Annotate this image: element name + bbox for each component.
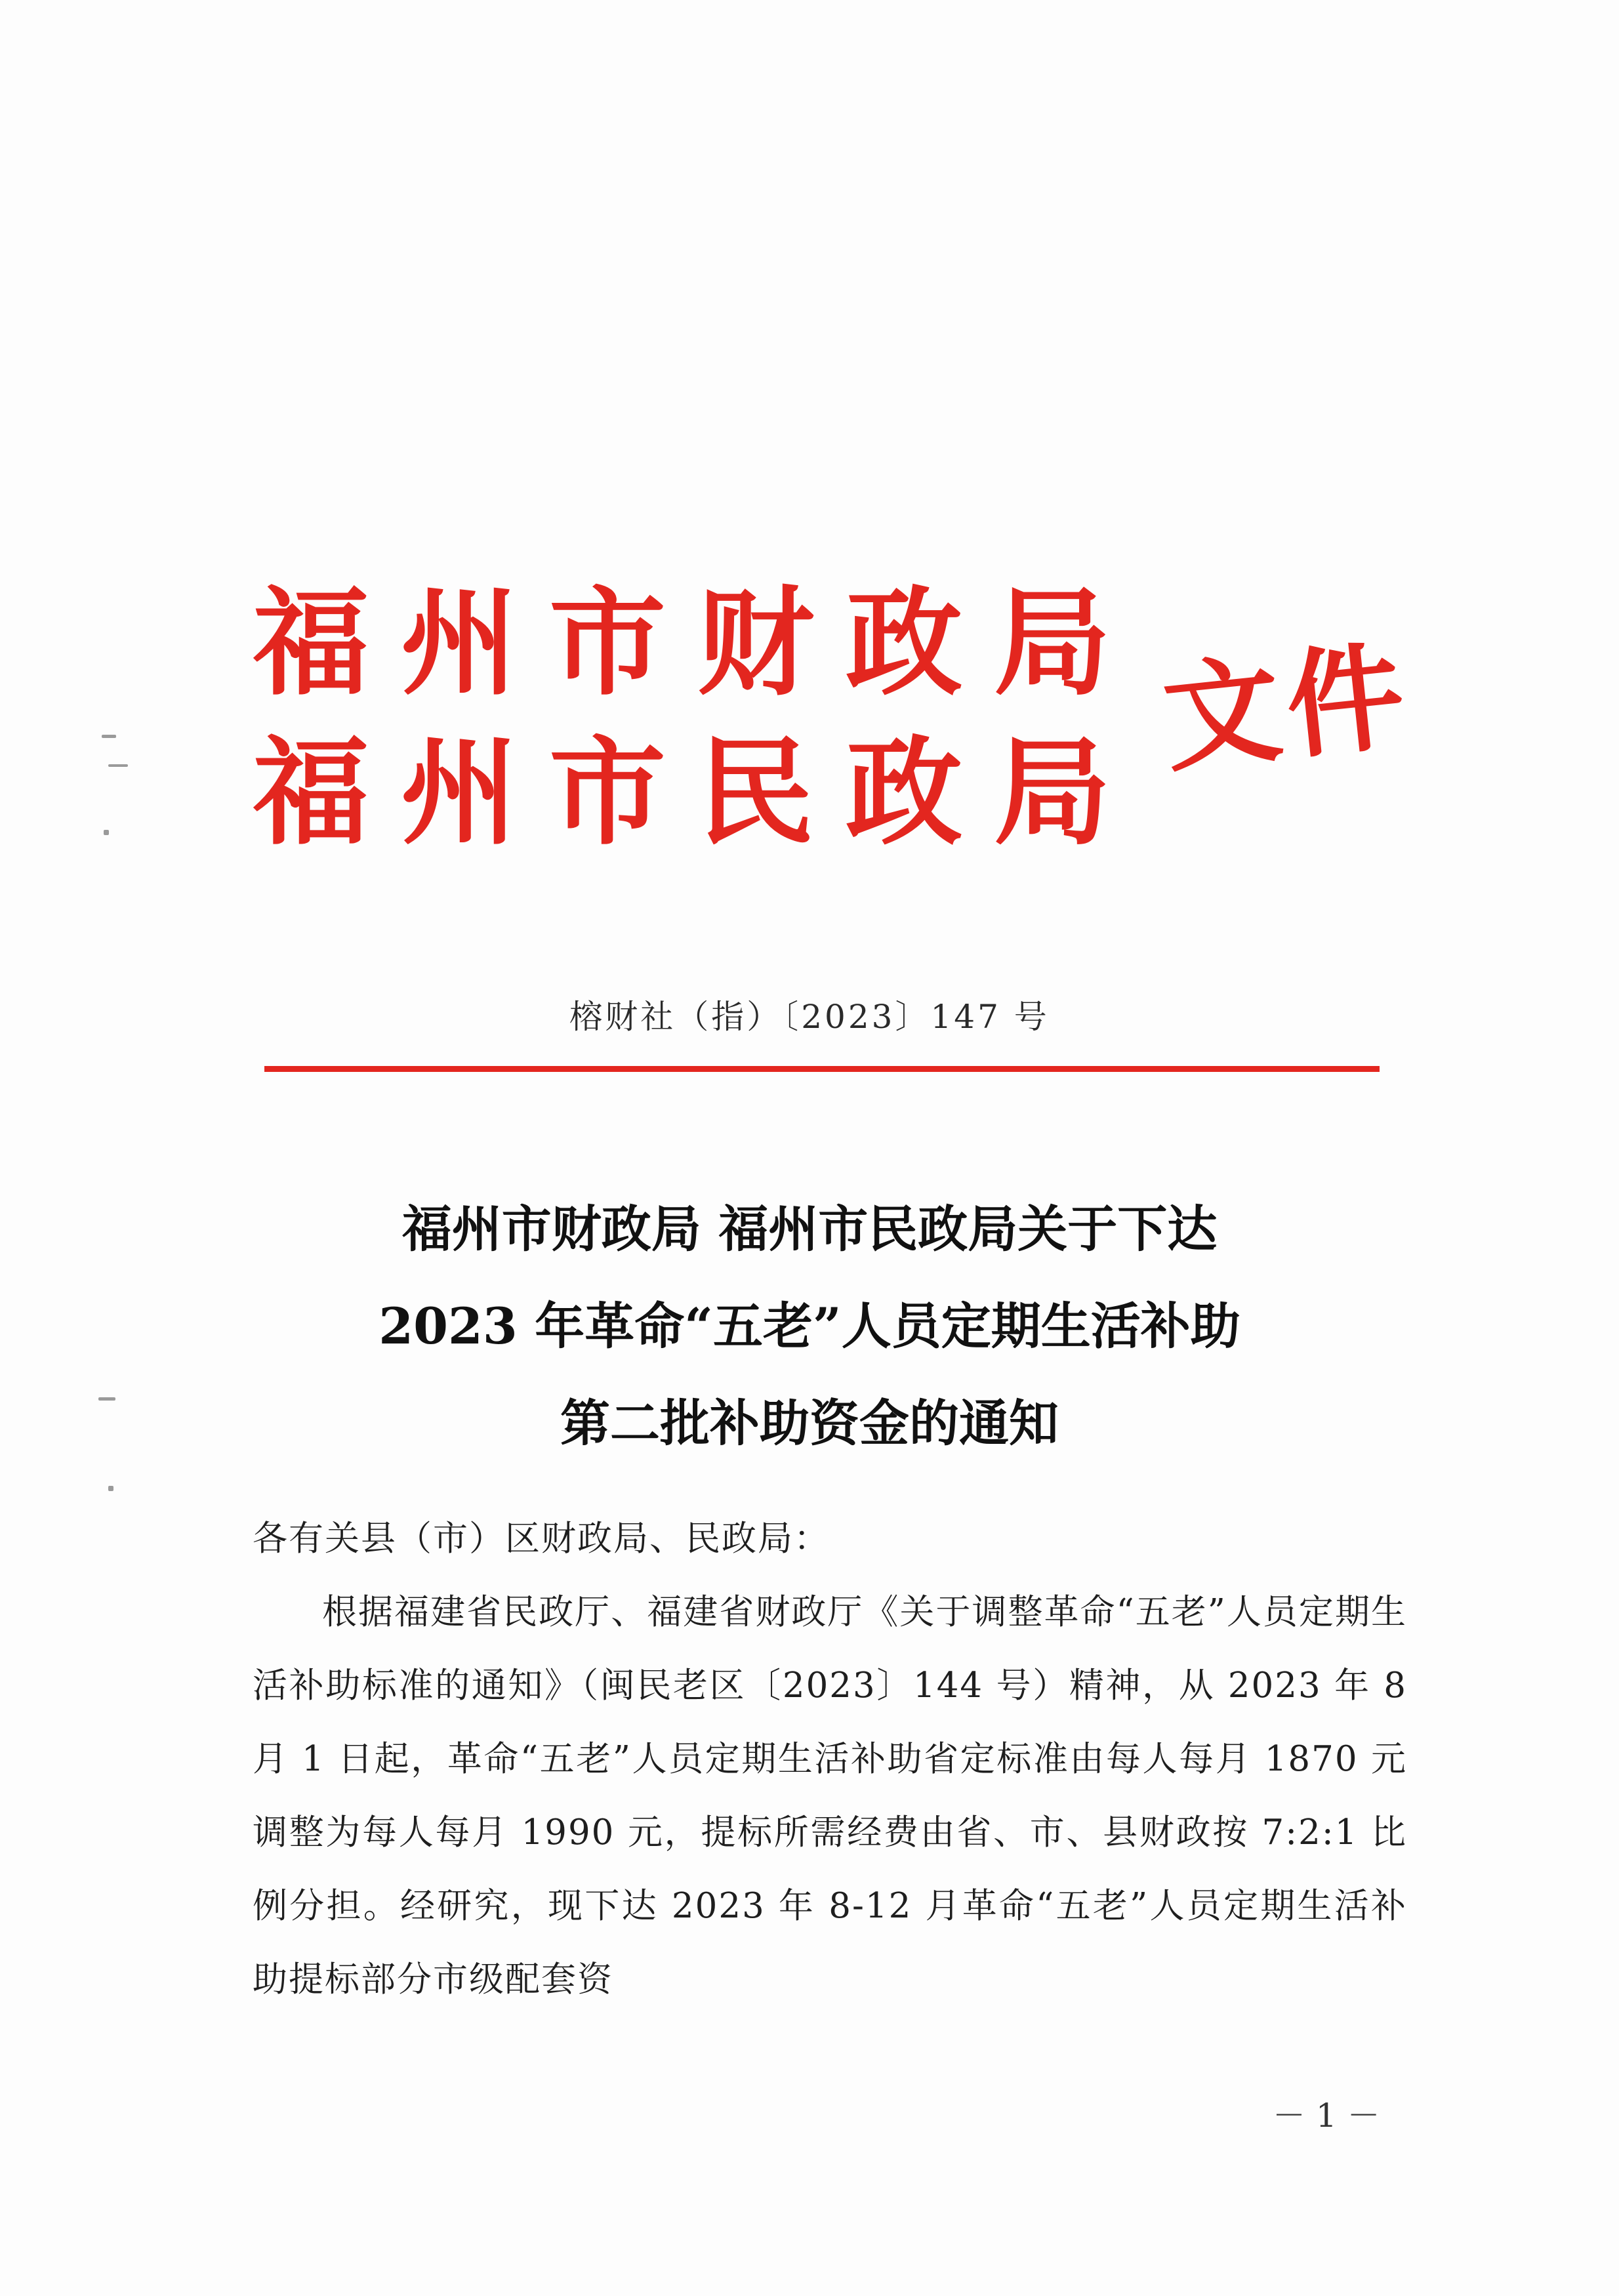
red-divider-rule bbox=[264, 1066, 1380, 1072]
page-number: － 1 － bbox=[1273, 2097, 1380, 2135]
title-line: 2023 年革命“五老”人员定期生活补助 bbox=[379, 1297, 1240, 1355]
issuer-name-civil-affairs: 福州市民政局 bbox=[253, 724, 1142, 861]
issuer-name-finance: 福州市财政局 bbox=[253, 574, 1142, 711]
document-body bbox=[253, 1502, 1407, 2017]
masthead-suffix: 文件 bbox=[1157, 626, 1417, 789]
scan-mark bbox=[102, 735, 116, 738]
title-line: 第二批补助资金的通知 bbox=[560, 1394, 1059, 1452]
document-number: 榕财社（指）〔2023〕147 号 bbox=[569, 998, 1050, 1036]
body-paragraph: 根据福建省民政厅、福建省财政厅《关于调整革命“五老”人员定期生活补助标准的通知》（闽民老区〔2023〕144 号）精神，从 2023 年 8 月 1 日起，革命“五老”人员定期生活补助省定标准由每人每月 1870 元调整为每人每月 1990 元，提标所需经费由省、市、县财政按 7:2:1 比例分担。经研究，现下达 2023 年 8-12 月革命“五老”人员定期生活补助提标部分市级配套资 bbox=[253, 1592, 1407, 1999]
scan-mark bbox=[104, 830, 109, 835]
red-masthead bbox=[253, 574, 1420, 879]
salutation: 各有关县（市）区财政局、民政局： bbox=[253, 1519, 830, 1559]
title-line: 福州市财政局 福州市民政局关于下达 bbox=[401, 1200, 1218, 1258]
scan-mark bbox=[108, 1486, 113, 1491]
scan-mark bbox=[108, 764, 128, 767]
document-title bbox=[0, 1181, 1619, 1472]
